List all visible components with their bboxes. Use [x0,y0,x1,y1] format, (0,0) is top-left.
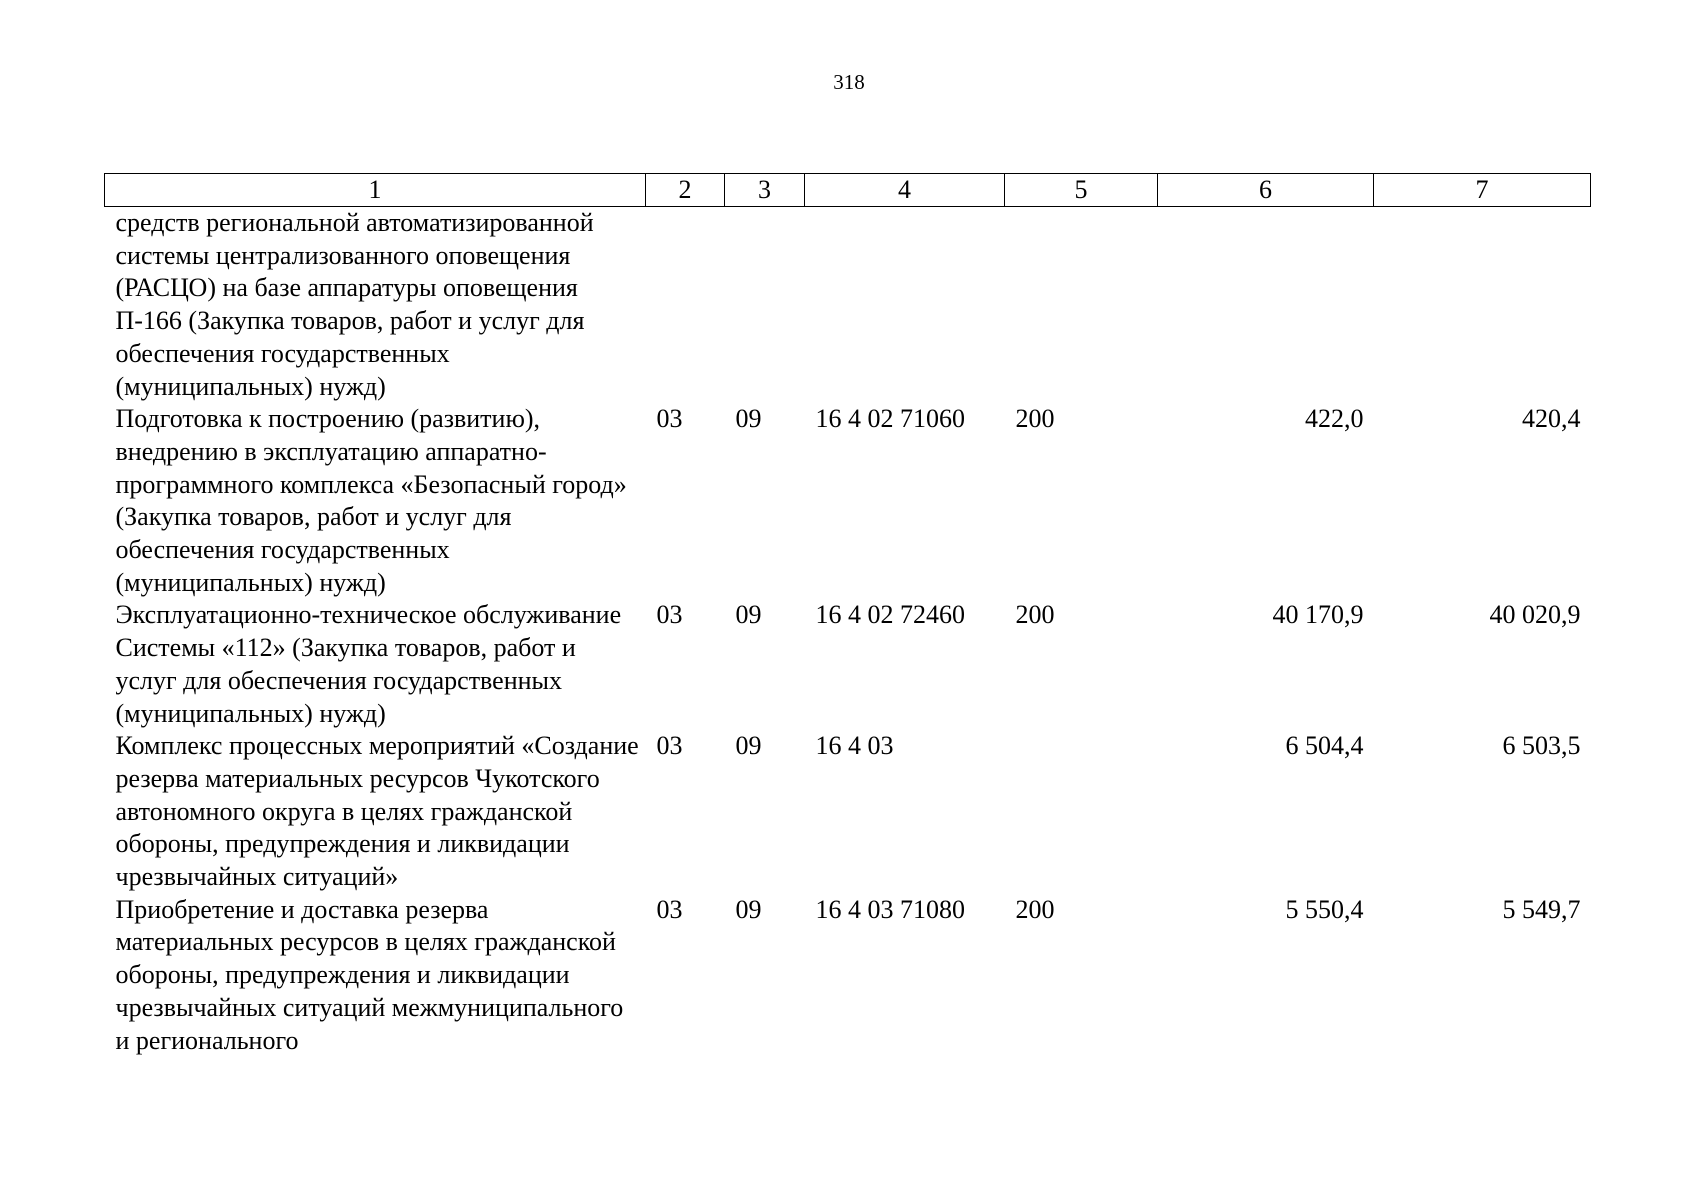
row-target-article: 16 4 03 [815,731,894,761]
row-name: средств региональной автоматизированной системы централизованного оповещения (РАСЦО) на базе аппаратуры оповещения П-166 (Закупка товаров, работ и услуг для обеспечения государственных (муниципальных) нужд) [115,208,594,401]
header-row [105,174,1591,207]
column-header-1: 1 [105,174,646,207]
table-row [105,207,1591,404]
row-amount-1 [1158,207,1374,404]
column-header-3: 3 [725,174,805,207]
row-section: 03 [656,731,683,761]
row-expense-type: 200 [1015,894,1055,924]
row-subsection: 09 [735,600,762,630]
row-amount-2: 420,4 [1522,404,1581,434]
budget-table [104,173,1591,1057]
table-row [105,894,1591,1058]
row-name: Эксплуатационно-техническое обслуживание Системы «112» (Закупка товаров, работ и услуг для обеспечения государственных (муниципальных) нужд) [115,600,622,728]
column-header-6: 6 [1158,174,1374,207]
row-section [646,207,725,404]
row-amount-1: 422,0 [1305,404,1364,434]
column-header-7: 7 [1374,174,1591,207]
row-expense-type [1005,730,1158,894]
row-amount-1: 6 504,4 [1285,731,1364,761]
row-section: 03 [656,600,683,630]
page-number: 318 [833,70,865,94]
table-body [105,207,1591,1058]
row-section: 03 [656,894,683,924]
table-row [105,403,1591,599]
row-target-article: 16 4 03 71080 [815,894,965,924]
row-target-article [805,207,1005,404]
row-subsection: 09 [735,404,762,434]
row-expense-type [1005,207,1158,404]
row-amount-2: 40 020,9 [1489,600,1581,630]
row-name: Комплекс процессных мероприятий «Создание резерва материальных ресурсов Чукотского автономного округа в целях гражданской обороны, предупреждения и ликвидации чрезвычайных ситуаций» [115,731,639,892]
column-header-2: 2 [646,174,725,207]
row-name: Подготовка к построению (развитию), внедрению в эксплуатацию аппаратно-программного комплекса «Безопасный город» (Закупка товаров, работ и услуг для обеспечения государственных (муниципальных) нужд) [115,404,627,597]
row-amount-1: 5 550,4 [1285,894,1364,924]
table-row [105,730,1591,894]
row-expense-type: 200 [1015,600,1055,630]
row-subsection [725,207,805,404]
column-header-5: 5 [1005,174,1158,207]
column-header-4: 4 [805,174,1005,207]
table-header [105,174,1591,207]
row-expense-type: 200 [1015,404,1055,434]
row-amount-2: 6 503,5 [1502,731,1581,761]
row-name: Приобретение и доставка резерва материальных ресурсов в целях гражданской обороны, предупреждения и ликвидации чрезвычайных ситуаций межмуниципального и регионального [115,894,624,1055]
row-subsection: 09 [735,894,762,924]
table-row [105,599,1591,730]
row-amount-1: 40 170,9 [1272,600,1364,630]
row-amount-2: 5 549,7 [1502,894,1581,924]
row-amount-2 [1374,207,1591,404]
row-section: 03 [656,404,683,434]
row-target-article: 16 4 02 72460 [815,600,965,630]
row-target-article: 16 4 02 71060 [815,404,965,434]
row-subsection: 09 [735,731,762,761]
